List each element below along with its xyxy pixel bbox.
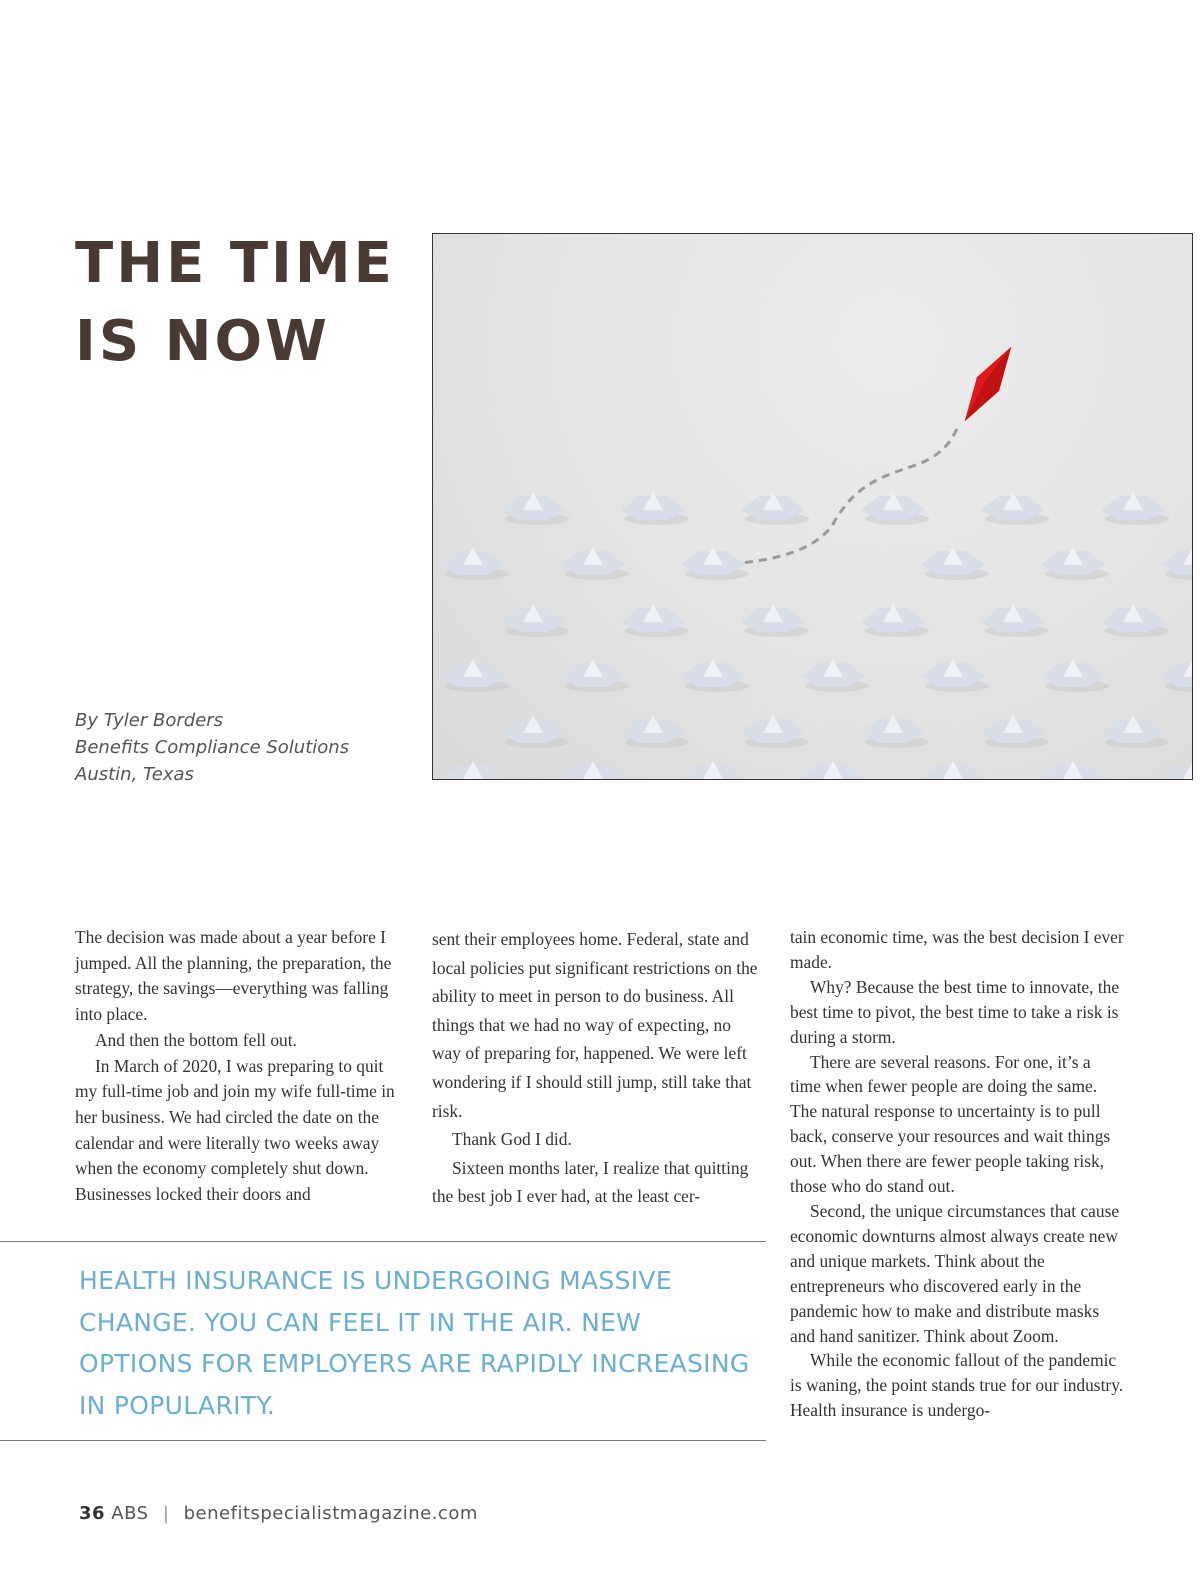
page-number: 36 (79, 1503, 106, 1524)
byline (75, 707, 415, 788)
paper-boat (441, 659, 509, 692)
paper-boat (801, 659, 869, 692)
flight-path-line (703, 426, 958, 565)
paragraph: The decision was made about a year before I jumped. All the planning, the preparation, the strategy, the savings—everything was falling into place. (75, 927, 392, 1025)
paper-boat (981, 604, 1049, 637)
paragraph: sent their employees home. Federal, state and local policies put significant restrictions on the ability to meet in person to do business. All things that we had no way of expecting, no way of preparing for, happened. We were left wondering if I should still jump, still take that risk. (432, 929, 758, 1121)
page-footer (79, 1503, 478, 1524)
paper-boat (561, 547, 629, 580)
paper-boat (1041, 547, 1109, 580)
paragraph: In March of 2020, I was preparing to quit my full-time job and join my wife full-time in her business. We had circled the date on the calendar and were literally two weeks away when the economy completely shut down. Businesses locked their doors and (75, 1055, 395, 1205)
paper-boat (741, 715, 809, 748)
paragraph: Thank God I did. (452, 1129, 572, 1150)
paper-boat (621, 492, 689, 525)
paper-boat (801, 761, 869, 779)
paragraph: Why? Because the best time to innovate, the best time to pivot, the best time to take a risk is during a storm. (790, 976, 1120, 1047)
paper-boat (501, 604, 569, 637)
paper-boat (1041, 659, 1109, 692)
article-headline (75, 225, 415, 381)
paragraph: Second, the unique circumstances that cause economic downturns almost always create new and unique markets. Think about the entrepreneurs who discovered early in the pandemic how to make and distribute masks and hand sanitizer. Think about Zoom. (790, 1200, 1120, 1346)
byline-location: Austin, Texas (75, 764, 194, 785)
paper-boat (561, 659, 629, 692)
paper-boat (1101, 492, 1169, 525)
paper-boat-grid (441, 492, 1192, 779)
paper-boat (1161, 659, 1192, 692)
publication-abbrev: ABS (111, 1503, 149, 1524)
hero-photo (432, 233, 1193, 780)
paper-boat (981, 715, 1049, 748)
red-paper-boat (954, 340, 1023, 428)
footer-separator: | (162, 1503, 170, 1524)
paper-boat (1161, 547, 1192, 580)
paper-boat (861, 492, 929, 525)
paper-boat (921, 761, 989, 779)
article-column-1 (75, 925, 405, 1208)
paragraph: There are several reasons. For one, it’s a time when fewer people are doing the same. The natural response to uncertainty is to pull back, conserve your resources and wait things out. When there are fewer people taking risk, those who do stand out. (790, 1051, 1111, 1197)
paper-boat (921, 547, 989, 580)
paper-boat (861, 604, 929, 637)
paragraph: And then the bottom fell out. (95, 1029, 297, 1050)
website-url[interactable]: benefitspecialistmagazine.com (183, 1503, 478, 1524)
paper-boats-illustration (433, 234, 1192, 779)
paper-boat (681, 761, 749, 779)
paragraph: While the economic fallout of the pandemic is waning, the point stands true for our industry. Health insurance is undergo- (790, 1350, 1124, 1421)
paper-boat (441, 547, 509, 580)
paper-boat (621, 715, 689, 748)
paper-boat (741, 492, 809, 525)
pull-quote: HEALTH INSURANCE IS UNDERGOING MASSIVE CHANGE. YOU CAN FEEL IT IN THE AIR. NEW OPTIONS FOR EMPLOYERS ARE RAPIDLY INCREASING IN POPULARITY. (79, 1266, 750, 1420)
paragraph: Sixteen months later, I realize that quitting the best job I ever had, at the least cer- (432, 1157, 749, 1207)
paper-boat (741, 604, 809, 637)
headline-line-1: THE TIME (75, 231, 395, 296)
paper-boat (921, 659, 989, 692)
paper-boat (501, 492, 569, 525)
headline-line-2: IS NOW (75, 309, 330, 374)
byline-company: Benefits Compliance Solutions (75, 737, 350, 758)
article-column-3 (790, 925, 1125, 1423)
paper-boat (561, 761, 629, 779)
paper-boat (1161, 761, 1192, 779)
byline-author: By Tyler Borders (75, 710, 224, 731)
paper-boat (1041, 761, 1109, 779)
paper-boat (981, 492, 1049, 525)
article-column-2 (432, 925, 762, 1211)
paper-boat (681, 659, 749, 692)
paper-boat (501, 715, 569, 748)
paper-boat (1101, 604, 1169, 637)
paper-boat (441, 761, 509, 779)
paper-boat (1101, 715, 1169, 748)
paper-boat (681, 547, 749, 580)
paragraph: tain economic time, was the best decision I ever made. (790, 927, 1124, 972)
paper-boat (621, 604, 689, 637)
paper-boat (861, 715, 929, 748)
